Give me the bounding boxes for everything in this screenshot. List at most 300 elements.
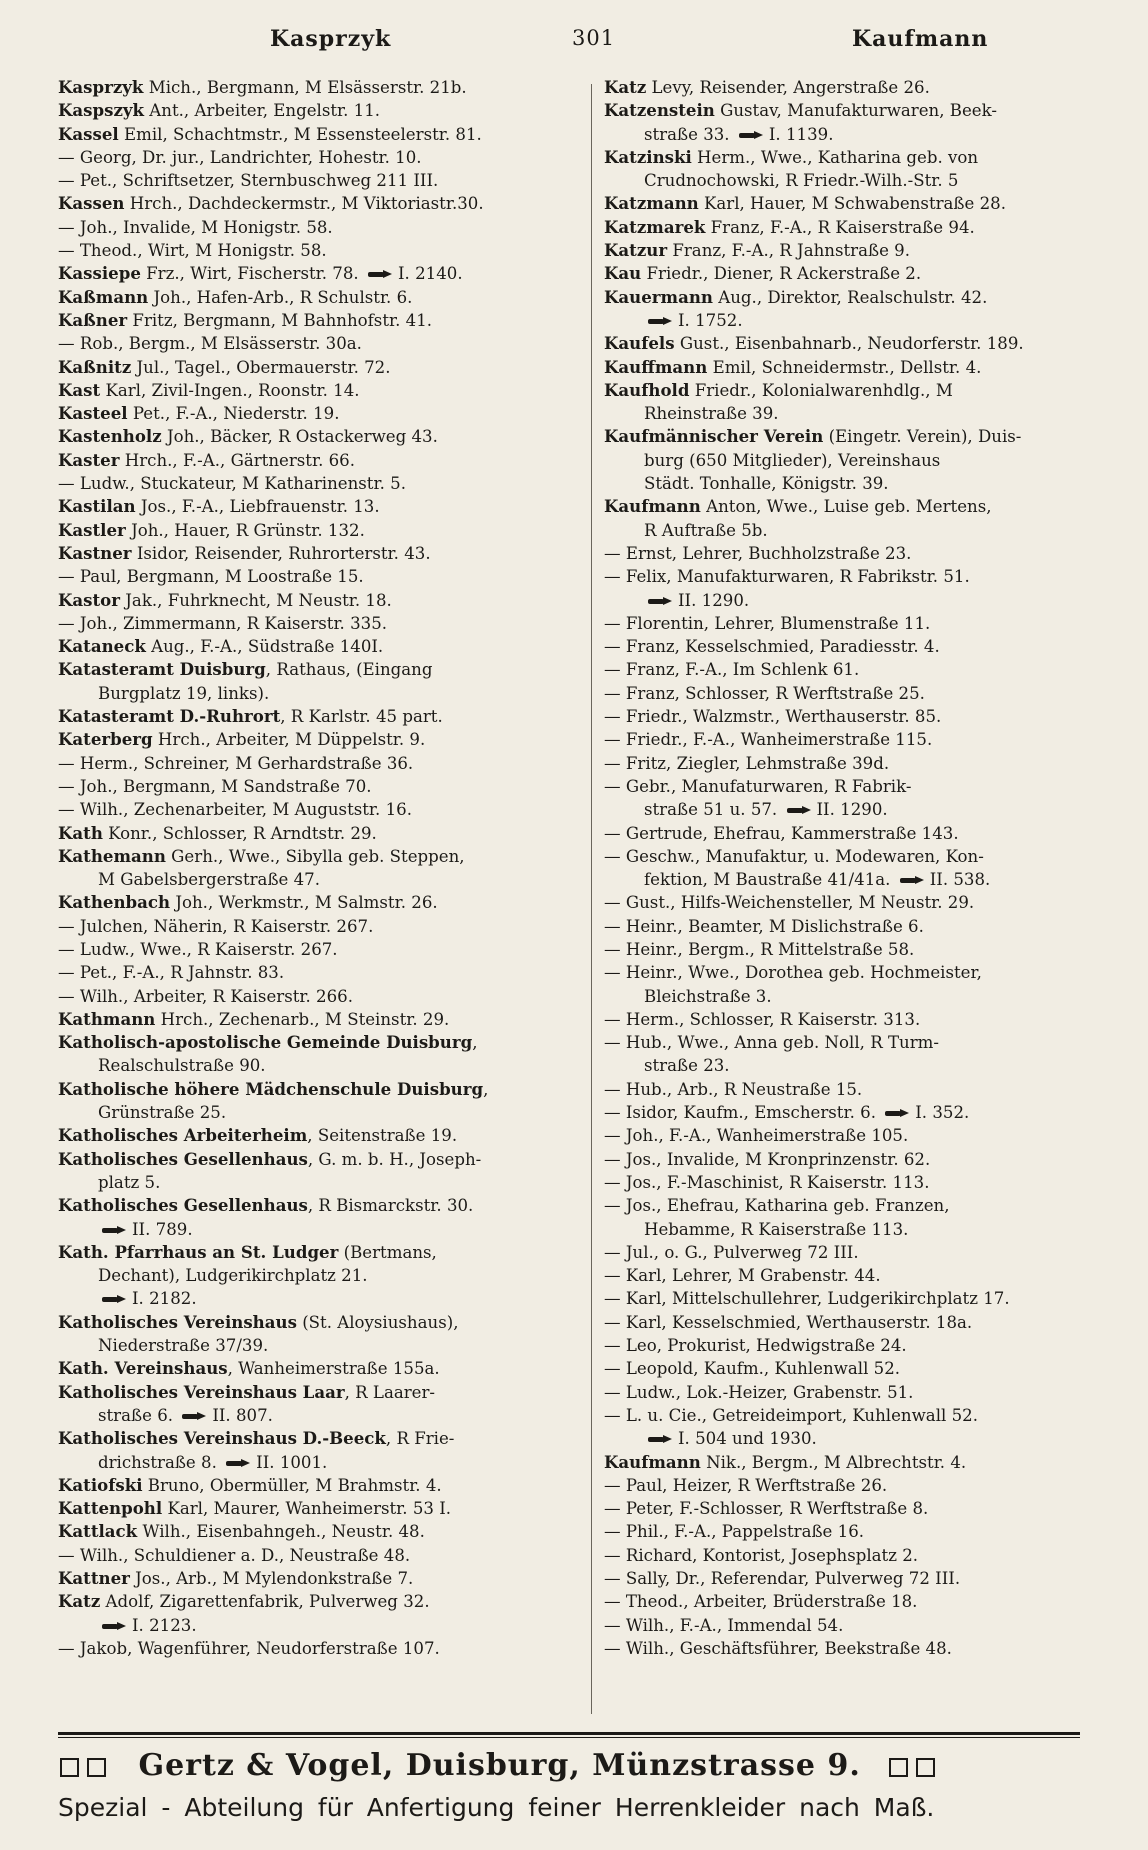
entry-text: Kattenpohl Karl, Maurer, Wanheimerstr. 53 I. <box>58 1498 452 1519</box>
directory-entry <box>58 356 578 379</box>
entry-text: — Wilh., Geschäftsführer, Beekstraße 48. <box>604 1638 952 1658</box>
directory-entry <box>58 1497 578 1520</box>
telephone-icon <box>885 1109 911 1118</box>
directory-entry <box>604 332 1108 355</box>
directory-entry <box>58 891 578 914</box>
directory-entry <box>604 262 1108 285</box>
directory-entry <box>604 1427 1108 1450</box>
directory-entry <box>58 192 578 215</box>
entry-text: Niederstraße 37/39. <box>98 1336 269 1356</box>
entry-text: Kaßner Fritz, Bergmann, M Bahnhofstr. 41. <box>58 309 433 330</box>
entry-text: — Franz, Schlosser, R Werftstraße 25. <box>604 683 925 703</box>
entry-text: Kaufhold Friedr., Kolonialwarenhdlg., M <box>604 379 953 400</box>
directory-entry <box>58 1264 578 1287</box>
entry-text: Katholisch-apostolische Gemeinde Duisburg, <box>58 1032 478 1053</box>
entry-text: — Sally, Dr., Referendar, Pulverweg 72 III. <box>604 1569 961 1588</box>
entry-text: — Friedr., Walzmstr., Werthauserstr. 85. <box>604 707 942 727</box>
directory-entry <box>58 798 578 821</box>
entry-text: Kaßnitz Jul., Tagel., Obermauerstr. 72. <box>58 356 391 377</box>
directory-entry <box>58 1451 578 1474</box>
directory-entry <box>604 915 1108 938</box>
entry-text: — Richard, Kontorist, Josephsplatz 2. <box>604 1545 919 1565</box>
entry-text: — Joh., Bergmann, M Sandstraße 70. <box>58 776 372 796</box>
entry-text: — Paul, Bergmann, M Loostraße 15. <box>58 567 364 587</box>
entry-text: Katzmann Karl, Hauer, M Schwabenstraße 28. <box>604 193 1007 214</box>
entry-text: — Joh., Invalide, M Honigstr. 58. <box>58 217 333 237</box>
entry-text: burg (650 Mitglieder), Vereinshaus <box>644 450 941 470</box>
directory-entry <box>604 1637 1108 1660</box>
entry-text: Katasteramt Duisburg, Rathaus, (Eingang <box>58 659 433 680</box>
directory-entry <box>604 705 1108 728</box>
entry-text: — Heinr., Wwe., Dorothea geb. Hochmeister, <box>604 963 982 983</box>
entry-text: — Ludw., Wwe., R Kaiserstr. 267. <box>58 939 338 959</box>
entry-text: — Leopold, Kaufm., Kuhlenwall 52. <box>604 1359 901 1379</box>
directory-entry <box>604 239 1108 262</box>
directory-entry <box>58 1287 578 1310</box>
entry-text: Kasprzyk Mich., Bergmann, M Elsässerstr. 21b. <box>58 77 467 97</box>
entry-text: Katzmarek Franz, F.-A., R Kaiserstraße 94. <box>604 216 975 237</box>
directory-entry <box>58 1474 578 1497</box>
entry-text: — Ludw., Lok.-Heizer, Grabenstr. 51. <box>604 1382 914 1402</box>
directory-entry <box>604 425 1108 448</box>
directory-entry <box>604 1287 1108 1310</box>
square-ornament-icon <box>889 1758 908 1777</box>
entry-text: fektion, M Baustraße 41/41a. <box>644 870 891 890</box>
entry-text: Katholisches Gesellenhaus, G. m. b. H., Joseph- <box>58 1148 482 1169</box>
entry-text: Kath. Pfarrhaus an St. Ludger (Bertmans, <box>58 1241 437 1262</box>
directory-entry <box>58 123 578 146</box>
column-divider <box>591 84 592 1714</box>
directory-entry <box>604 99 1108 122</box>
entry-text: — Herm., Schreiner, M Gerhardstraße 36. <box>58 753 414 773</box>
entry-text: Rheinstraße 39. <box>644 404 779 424</box>
directory-entry <box>58 402 578 425</box>
directory-entry <box>58 1590 578 1613</box>
directory-entry <box>58 1614 578 1637</box>
telephone-icon <box>102 1295 128 1304</box>
directory-entry <box>58 519 578 542</box>
directory-entry <box>604 1404 1108 1427</box>
entry-text: Katholisches Vereinshaus D.-Beeck, R Frie- <box>58 1428 455 1449</box>
entry-text: Kathenbach Joh., Werkmstr., M Salmstr. 26. <box>58 892 438 913</box>
entry-text: — Hub., Arb., R Neustraße 15. <box>604 1079 863 1099</box>
telephone-icon <box>900 876 926 885</box>
directory-entry <box>604 938 1108 961</box>
directory-entry <box>58 542 578 565</box>
directory-entry <box>58 495 578 518</box>
directory-entry <box>604 565 1108 588</box>
directory-entry <box>58 822 578 845</box>
entry-text: — Hub., Wwe., Anna geb. Noll, R Turm- <box>604 1033 939 1053</box>
directory-entry <box>58 752 578 775</box>
directory-entry <box>58 1311 578 1334</box>
directory-entry <box>604 495 1108 518</box>
entry-text: — Theod., Arbeiter, Brüderstraße 18. <box>604 1592 918 1612</box>
entry-text: Kaster Hrch., F.-A., Gärtnerstr. 66. <box>58 449 356 470</box>
entry-text: Kastner Isidor, Reisender, Ruhrorterstr. 43. <box>58 542 431 563</box>
entry-text: — Karl, Lehrer, M Grabenstr. 44. <box>604 1266 881 1286</box>
directory-entry <box>604 1614 1108 1637</box>
directory-entry <box>604 146 1108 169</box>
phone-number: II. 807. <box>212 1405 273 1425</box>
directory-entry <box>58 146 578 169</box>
directory-entry <box>604 612 1108 635</box>
directory-entry <box>604 752 1108 775</box>
phone-number: II. 1001. <box>256 1452 328 1472</box>
entry-text: — Geschw., Manufaktur, u. Modewaren, Kon- <box>604 846 984 866</box>
entry-text: — Jos., Ehefrau, Katharina geb. Franzen, <box>604 1196 950 1216</box>
entry-text: Katholisches Vereinshaus Laar, R Laarer- <box>58 1381 436 1402</box>
directory-entry <box>604 1357 1108 1380</box>
entry-text: platz 5. <box>98 1172 161 1192</box>
directory-entry <box>604 658 1108 681</box>
entry-text: — Pet., Schriftsetzer, Sternbuschweg 211 III. <box>58 171 439 191</box>
directory-entry <box>58 682 578 705</box>
directory-entry <box>604 822 1108 845</box>
entry-text: Kastilan Jos., F.-A., Liebfrauenstr. 13. <box>58 496 380 517</box>
entry-text: — Karl, Mittelschullehrer, Ludgerikirchplatz 17. <box>604 1289 1010 1309</box>
entry-text: Städt. Tonhalle, Königstr. 39. <box>644 474 889 494</box>
entry-text: — Gebr., Manufaturwaren, R Fabrik- <box>604 776 912 796</box>
entry-text: — Paul, Heizer, R Werftstraße 26. <box>604 1475 888 1495</box>
entry-text: Kataneck Aug., F.-A., Südstraße 140I. <box>58 636 384 657</box>
entry-text: Katz Adolf, Zigarettenfabrik, Pulverweg 32. <box>58 1591 430 1612</box>
directory-entry <box>58 1031 578 1054</box>
advert-rule <box>58 1732 1080 1735</box>
directory-entry <box>58 379 578 402</box>
entry-text: Katholisches Arbeiterheim, Seitenstraße 19. <box>58 1125 458 1146</box>
phone-number: I. 352. <box>915 1103 970 1123</box>
entry-text: Burgplatz 19, links). <box>98 683 270 703</box>
directory-entry <box>58 309 578 332</box>
phone-number: I. 2123. <box>132 1615 197 1635</box>
entry-text: — Heinr., Beamter, M Dislichstraße 6. <box>604 916 924 936</box>
directory-entry <box>58 99 578 122</box>
directory-entry <box>58 845 578 868</box>
directory-entry <box>604 1218 1108 1241</box>
directory-entry <box>604 1451 1108 1474</box>
directory-entry <box>604 76 1108 99</box>
entry-text: — Wilh., Schuldiener a. D., Neustraße 48. <box>58 1545 411 1565</box>
entry-text: Katholisches Gesellenhaus, R Bismarckstr. 30. <box>58 1195 474 1216</box>
entry-text: straße 33. <box>644 124 730 144</box>
directory-entry <box>58 775 578 798</box>
directory-entry <box>604 1544 1108 1567</box>
entry-text: Kasteel Pet., F.-A., Niederstr. 19. <box>58 403 340 424</box>
entry-text: Katzenstein Gustav, Manufakturwaren, Beek- <box>604 100 998 121</box>
directory-entry <box>58 985 578 1008</box>
directory-entry <box>58 1427 578 1450</box>
entry-text: Kauffmann Emil, Schneidermstr., Dellstr. 4. <box>604 356 982 377</box>
square-ornament-icon <box>916 1758 935 1777</box>
entry-text: Kastler Joh., Hauer, R Grünstr. 132. <box>58 519 365 540</box>
directory-entry <box>604 728 1108 751</box>
entry-text: — Jos., Invalide, M Kronprinzenstr. 62. <box>604 1149 931 1169</box>
directory-entry <box>58 1241 578 1264</box>
entry-text: — Gertrude, Ehefrau, Kammerstraße 143. <box>604 823 959 843</box>
entry-text: M Gabelsbergerstraße 47. <box>98 870 321 890</box>
entry-text: Katerberg Hrch., Arbeiter, M Düppelstr. 9. <box>58 729 426 750</box>
square-ornament-icon <box>60 1758 79 1777</box>
entry-text: — Ludw., Stuckateur, M Katharinenstr. 5. <box>58 474 406 494</box>
entry-text: Kathemann Gerh., Wwe., Sibylla geb. Steppen, <box>58 845 465 866</box>
phone-number: II. 1290. <box>678 590 750 610</box>
directory-entry <box>58 658 578 681</box>
phone-number: I. 2140. <box>397 264 463 284</box>
phone-number: I. 504 und 1930. <box>678 1429 817 1449</box>
directory-entry <box>58 472 578 495</box>
directory-entry <box>604 1124 1108 1147</box>
entry-text: Grünstraße 25. <box>98 1103 227 1123</box>
directory-entry <box>604 1264 1108 1287</box>
directory-entry <box>58 635 578 658</box>
entry-text: Katiofski Bruno, Obermüller, M Brahmstr. 4. <box>58 1474 442 1495</box>
entry-text: Katholisches Vereinshaus (St. Aloysiushaus), <box>58 1311 459 1332</box>
directory-entry <box>604 542 1108 565</box>
directory-entry <box>604 379 1108 402</box>
entry-text: — Joh., Zimmermann, R Kaiserstr. 335. <box>58 613 388 633</box>
square-ornament-icon <box>87 1758 106 1777</box>
telephone-icon <box>182 1412 208 1421</box>
entry-text: — Julchen, Näherin, R Kaiserstr. 267. <box>58 916 374 936</box>
directory-entry <box>604 1241 1108 1264</box>
directory-entry <box>58 1404 578 1427</box>
entry-text: Kaufmännischer Verein (Eingetr. Verein), Duis- <box>604 426 1022 447</box>
directory-entry <box>58 1148 578 1171</box>
entry-text: Kassel Emil, Schachtmstr., M Essensteelerstr. 81. <box>58 123 482 144</box>
directory-entry <box>604 1590 1108 1613</box>
directory-entry <box>58 1520 578 1543</box>
directory-entry <box>58 425 578 448</box>
directory-entry <box>604 1311 1108 1334</box>
entry-text: Kattlack Wilh., Eisenbahngeh., Neustr. 48. <box>58 1521 425 1542</box>
entry-text: — Felix, Manufakturwaren, R Fabrikstr. 51. <box>604 567 970 587</box>
entry-text: — Karl, Kesselschmied, Werthauserstr. 18a. <box>604 1312 973 1332</box>
directory-entry <box>604 845 1108 868</box>
directory-entry <box>604 123 1108 146</box>
directory-entry <box>604 589 1108 612</box>
directory-entry <box>604 1567 1108 1590</box>
entry-text: Kastor Jak., Fuhrknecht, M Neustr. 18. <box>58 589 392 610</box>
entry-text: Katasteramt D.-Ruhrort, R Karlstr. 45 part. <box>58 706 443 727</box>
directory-entry <box>58 938 578 961</box>
entry-text: Kassen Hrch., Dachdeckermstr., M Viktoriastr.30. <box>58 193 484 214</box>
left-column <box>58 76 578 1660</box>
entry-text: — Jos., F.-Maschinist, R Kaiserstr. 113. <box>604 1172 930 1192</box>
directory-entry <box>604 449 1108 472</box>
directory-entry <box>604 868 1108 891</box>
directory-entry <box>604 1474 1108 1497</box>
telephone-icon <box>102 1622 128 1631</box>
entry-text: straße 6. <box>98 1405 174 1425</box>
entry-text: Dechant), Ludgerikirchplatz 21. <box>98 1266 368 1286</box>
entry-text: Kathmann Hrch., Zechenarb., M Steinstr. 29. <box>58 1008 450 1029</box>
directory-entry <box>58 1194 578 1217</box>
directory-entry <box>58 169 578 192</box>
entry-text: Kaßmann Joh., Hafen-Arb., R Schulstr. 6. <box>58 286 413 307</box>
right-column <box>604 76 1108 1660</box>
entry-text: — Franz, Kesselschmied, Paradiesstr. 4. <box>604 637 940 657</box>
directory-entry <box>58 868 578 891</box>
entry-text: Kaspszyk Ant., Arbeiter, Engelstr. 11. <box>58 100 381 121</box>
directory-entry <box>604 1148 1108 1171</box>
entry-text: Kaufmann Anton, Wwe., Luise geb. Mertens, <box>604 496 992 517</box>
entry-text: Kastenholz Joh., Bäcker, R Ostackerweg 43. <box>58 426 438 447</box>
entry-text: — Georg, Dr. jur., Landrichter, Hohestr. 10. <box>58 147 422 167</box>
entry-text: Kaufmann Nik., Bergm., M Albrechtstr. 4. <box>604 1451 967 1472</box>
entry-text: Katholische höhere Mädchenschule Duisburg, <box>58 1078 489 1099</box>
phone-number: II. 789. <box>132 1219 193 1239</box>
entry-text: Bleichstraße 3. <box>644 986 772 1006</box>
directory-entry <box>604 286 1108 309</box>
entry-text: — Isidor, Kaufm., Emscherstr. 6. <box>604 1103 876 1123</box>
directory-entry <box>604 192 1108 215</box>
entry-text: — Wilh., Zechenarbeiter, M Auguststr. 16. <box>58 800 412 820</box>
advert-company: Gertz & Vogel, Duisburg, Münzstrasse 9. <box>138 1748 861 1783</box>
directory-entry <box>604 891 1108 914</box>
entry-text: — Theod., Wirt, M Honigstr. 58. <box>58 241 327 261</box>
entry-text: Kau Friedr., Diener, R Ackerstraße 2. <box>604 263 922 284</box>
entry-text: — Pet., F.-A., R Jahnstr. 83. <box>58 963 285 983</box>
phone-number: II. 1290. <box>816 800 888 820</box>
directory-entry <box>58 262 578 285</box>
entry-text: Kast Karl, Zivil-Ingen., Roonstr. 14. <box>58 379 360 400</box>
phone-number: I. 1752. <box>678 310 743 330</box>
directory-entry <box>604 1031 1108 1054</box>
phone-number: I. 1139. <box>768 124 834 144</box>
telephone-icon <box>648 1435 674 1444</box>
directory-entry <box>604 1101 1108 1124</box>
directory-entry <box>58 1101 578 1124</box>
directory-entry <box>604 985 1108 1008</box>
directory-entry <box>58 915 578 938</box>
directory-entry <box>58 589 578 612</box>
entry-text: — Rob., Bergm., M Elsässerstr. 30a. <box>58 334 362 354</box>
phone-number: I. 2182. <box>132 1289 197 1309</box>
telephone-icon <box>787 806 813 815</box>
directory-entry <box>604 798 1108 821</box>
entry-text: Katzinski Herm., Wwe., Katharina geb. von <box>604 146 979 167</box>
directory-entry <box>604 356 1108 379</box>
entry-text: straße 23. <box>644 1056 730 1076</box>
entry-text: — Gust., Hilfs-Weichensteller, M Neustr. 29. <box>604 893 975 913</box>
advert-rule-thin <box>58 1737 1080 1738</box>
entry-text: — Herm., Schlosser, R Kaiserstr. 313. <box>604 1009 921 1029</box>
directory-entry <box>604 519 1108 542</box>
directory-entry <box>58 961 578 984</box>
telephone-icon <box>368 270 394 279</box>
entry-text: Kassiepe Frz., Wirt, Fischerstr. 78. <box>58 263 359 284</box>
entry-text: — Jul., o. G., Pulverweg 72 III. <box>604 1242 859 1262</box>
directory-entry <box>58 1637 578 1660</box>
entry-text: — Joh., F.-A., Wanheimerstraße 105. <box>604 1126 909 1146</box>
directory-entry <box>58 1334 578 1357</box>
directory-entry <box>58 1567 578 1590</box>
phone-number: II. 538. <box>929 870 991 890</box>
directory-entry <box>604 682 1108 705</box>
directory-entry <box>58 1218 578 1241</box>
entry-text: Crudnochowski, R Friedr.-Wilh.-Str. 5 <box>644 171 959 191</box>
entry-text: — Ernst, Lehrer, Buchholzstraße 23. <box>604 543 912 563</box>
directory-entry <box>604 1008 1108 1031</box>
entry-text: — Wilh., Arbeiter, R Kaiserstr. 266. <box>58 986 353 1006</box>
telephone-icon <box>739 131 765 140</box>
entry-text: Kauermann Aug., Direktor, Realschulstr. 42. <box>604 286 988 307</box>
directory-entry <box>604 1054 1108 1077</box>
entry-text: straße 51 u. 57. <box>644 800 778 820</box>
entry-text: R Auftraße 5b. <box>644 520 768 540</box>
entry-text: Katzur Franz, F.-A., R Jahnstraße 9. <box>604 240 910 261</box>
telephone-icon <box>102 1226 128 1235</box>
entry-text: — Wilh., F.-A., Immendal 54. <box>604 1615 844 1635</box>
directory-entry <box>58 216 578 239</box>
directory-entry <box>604 309 1108 332</box>
entry-text: — Peter, F.-Schlosser, R Werftstraße 8. <box>604 1499 929 1519</box>
directory-entry <box>58 612 578 635</box>
directory-entry <box>604 402 1108 425</box>
directory-entry <box>604 635 1108 658</box>
entry-text: — Friedr., F.-A., Wanheimerstraße 115. <box>604 730 933 750</box>
directory-entry <box>604 1334 1108 1357</box>
page-number: 301 <box>572 26 616 50</box>
entry-text: — L. u. Cie., Getreideimport, Kuhlenwall 52. <box>604 1405 978 1425</box>
directory-entry <box>58 705 578 728</box>
entry-text: — Leo, Prokurist, Hedwigstraße 24. <box>604 1336 907 1356</box>
entry-text: — Phil., F.-A., Pappelstraße 16. <box>604 1522 865 1542</box>
entry-text: — Fritz, Ziegler, Lehmstraße 39d. <box>604 753 890 773</box>
advert-tagline: Spezial - Abteilung für Anfertigung feiner Herrenkleider nach Maß. <box>58 1793 935 1822</box>
directory-entry <box>604 1171 1108 1194</box>
directory-entry <box>604 1520 1108 1543</box>
entry-text: Katz Levy, Reisender, Angerstraße 26. <box>604 77 930 97</box>
directory-entry <box>58 728 578 751</box>
directory-entry <box>604 1381 1108 1404</box>
directory-entry <box>58 286 578 309</box>
entry-text: — Franz, F.-A., Im Schlenk 61. <box>604 660 860 680</box>
directory-entry <box>604 169 1108 192</box>
directory-entry <box>604 1078 1108 1101</box>
directory-entry <box>58 1124 578 1147</box>
advert-headline <box>60 1748 1090 1783</box>
directory-entry <box>604 472 1108 495</box>
directory-entry <box>58 1171 578 1194</box>
entry-text: Kaufels Gust., Eisenbahnarb., Neudorferstr. 189. <box>604 333 1024 354</box>
directory-entry <box>58 1357 578 1380</box>
directory-entry <box>58 332 578 355</box>
entry-text: — Jakob, Wagenführer, Neudorferstraße 107. <box>58 1638 440 1658</box>
entry-text: — Florentin, Lehrer, Blumenstraße 11. <box>604 613 931 633</box>
directory-entry <box>58 565 578 588</box>
entry-text: Kath Konr., Schlosser, R Arndtstr. 29. <box>58 822 377 843</box>
entry-text: Kattner Jos., Arb., M Mylendonkstraße 7. <box>58 1568 414 1588</box>
directory-entry <box>58 449 578 472</box>
directory-entry <box>604 775 1108 798</box>
running-head-right: Kaufmann <box>852 26 989 52</box>
entry-text: Kath. Vereinshaus, Wanheimerstraße 155a. <box>58 1358 440 1379</box>
directory-entry <box>58 239 578 262</box>
directory-entry <box>58 1381 578 1404</box>
directory-entry <box>58 1008 578 1031</box>
directory-entry <box>604 961 1108 984</box>
telephone-icon <box>648 597 674 606</box>
directory-entry <box>604 216 1108 239</box>
telephone-icon <box>648 317 674 326</box>
entry-text: — Heinr., Bergm., R Mittelstraße 58. <box>604 939 915 959</box>
directory-entry <box>58 1054 578 1077</box>
running-head-left: Kasprzyk <box>270 26 392 52</box>
directory-entry <box>58 1078 578 1101</box>
directory-entry <box>58 1544 578 1567</box>
